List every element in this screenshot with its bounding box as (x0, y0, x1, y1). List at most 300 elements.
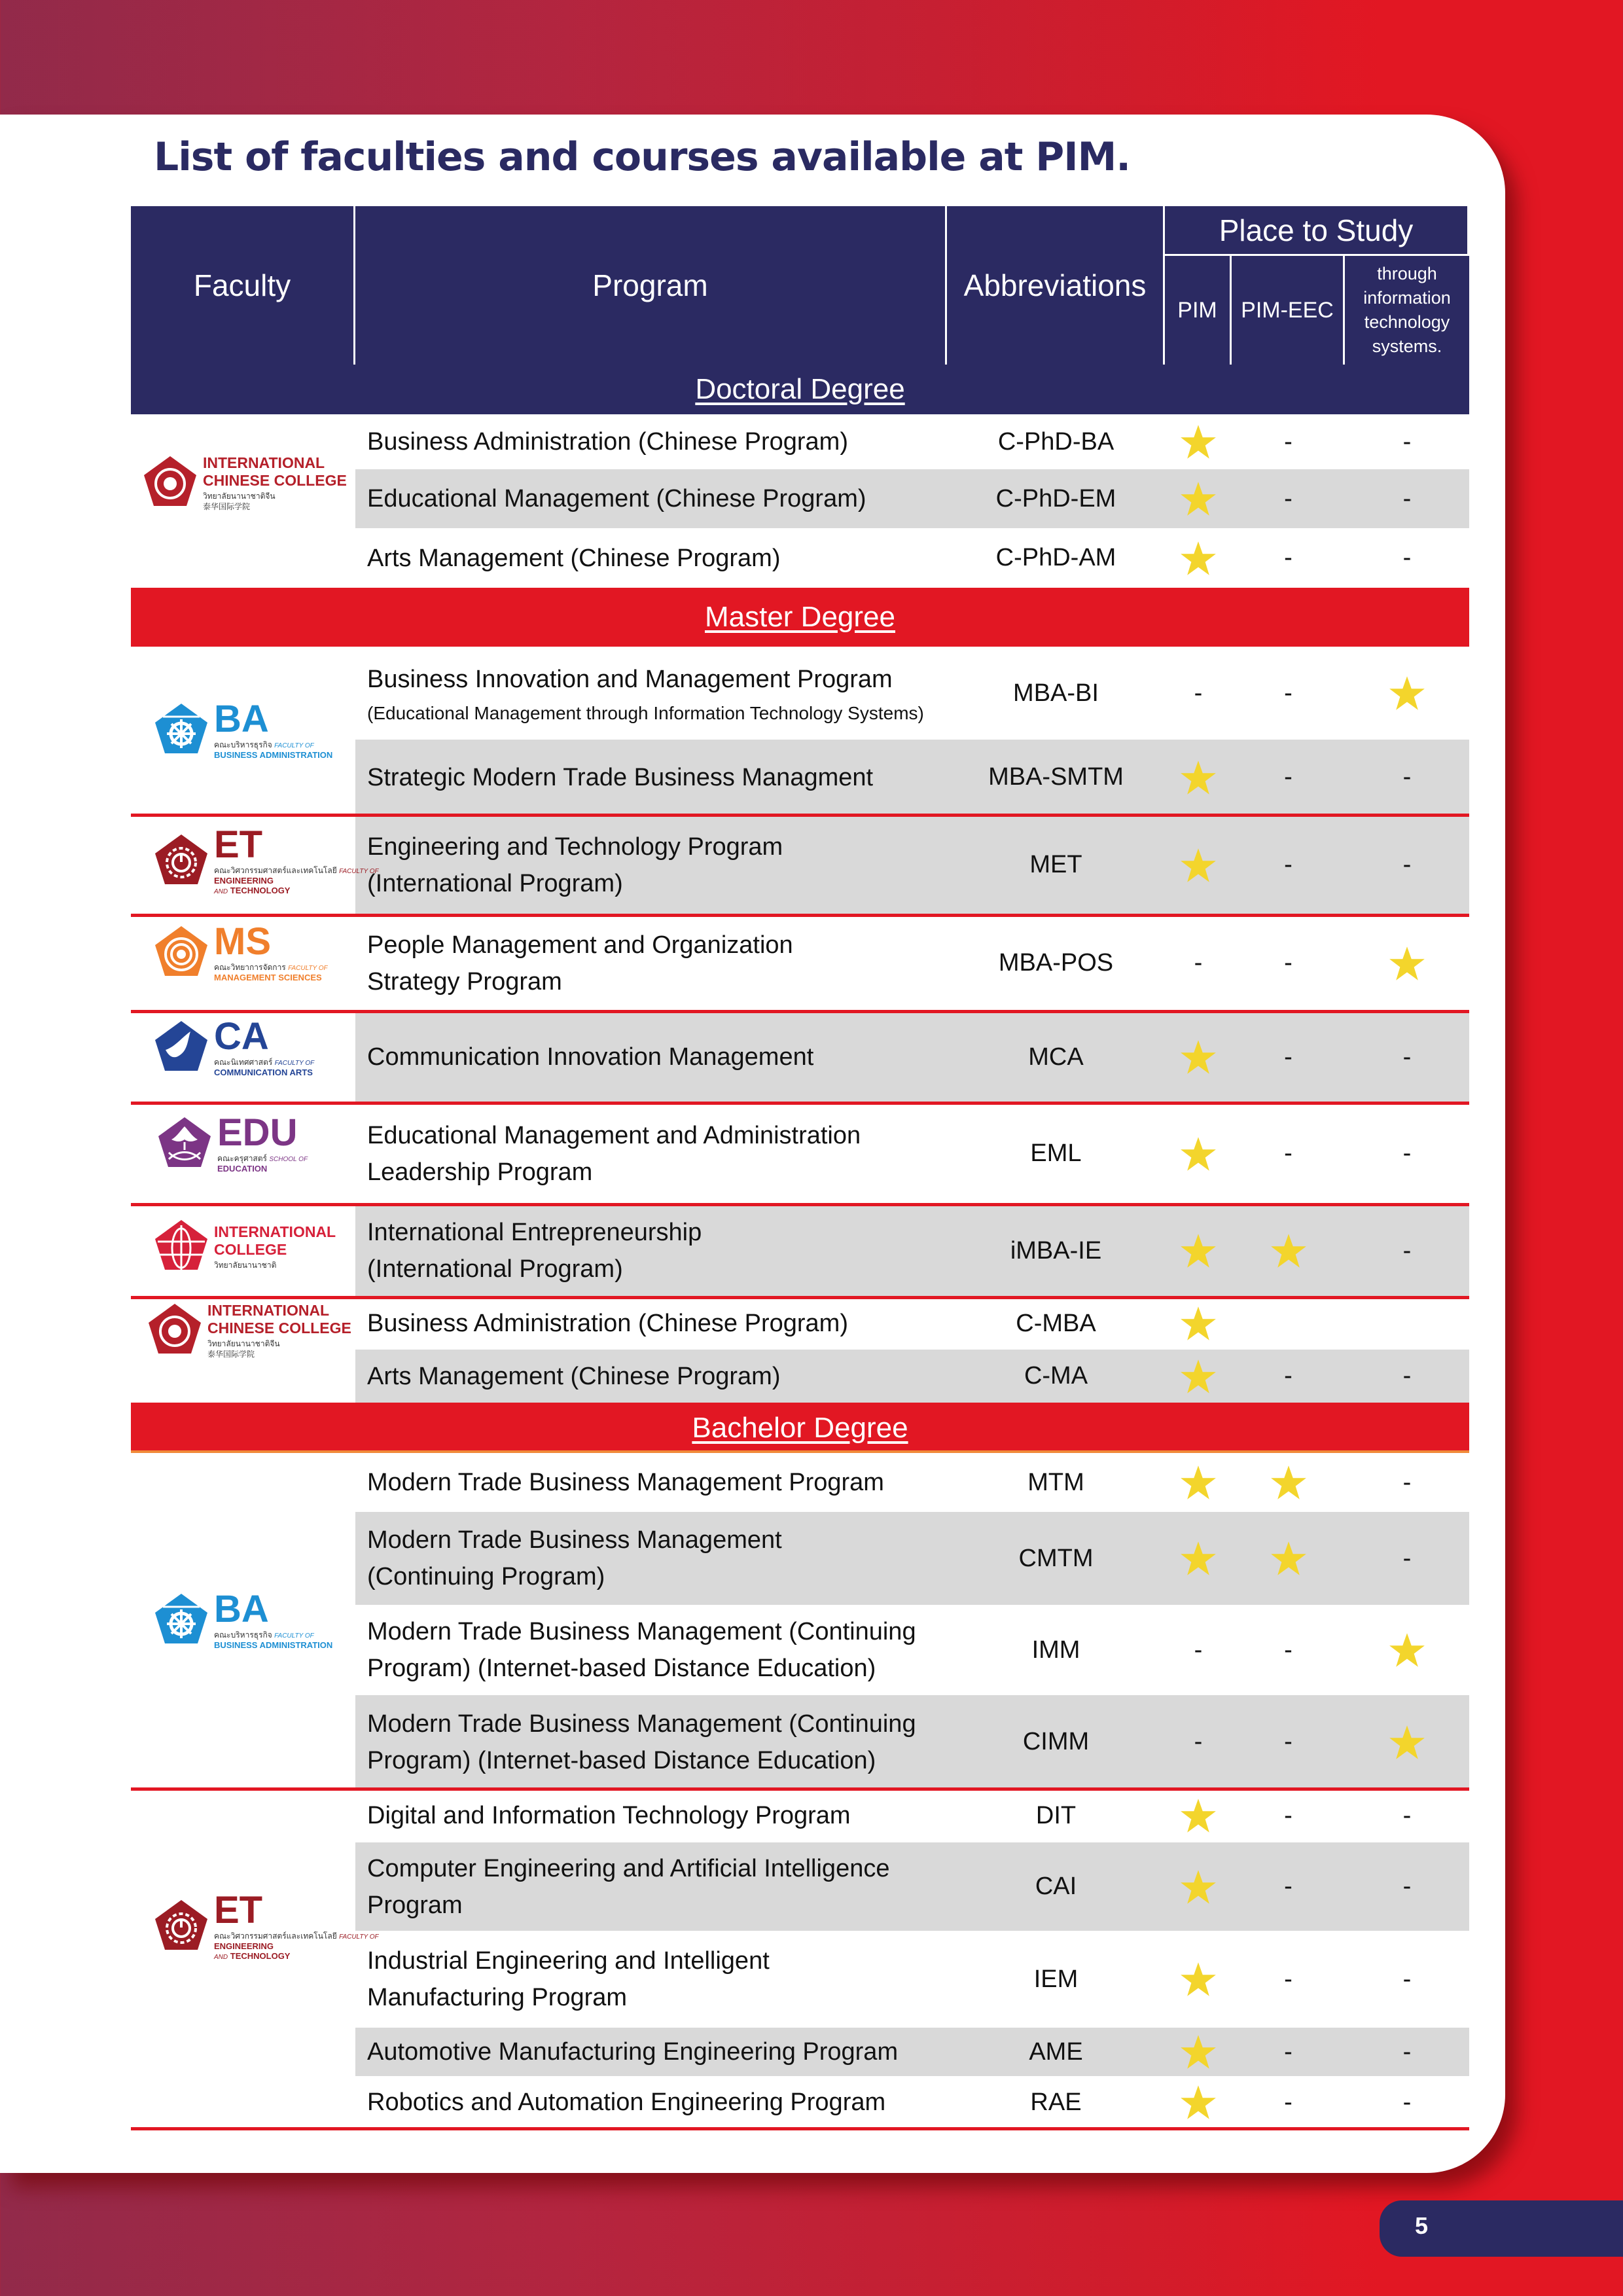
program-cell (355, 1039, 947, 1075)
place-it-cell (1345, 1931, 1469, 2028)
ba-emblem-icon (154, 702, 209, 758)
header-faculty: Faculty (131, 206, 355, 365)
program-name-line2: Leadership Program (367, 1158, 593, 1186)
place-eec-value: - (1284, 1362, 1293, 1390)
table-row (355, 528, 1469, 588)
place-it-cell (1345, 2076, 1469, 2128)
header-place-to-study: Place to Study (1165, 206, 1469, 255)
abbreviation-cell: IEM (1033, 1965, 1079, 1993)
place-pim-cell (1165, 1453, 1232, 1512)
table-row (355, 1350, 1469, 1403)
table-row (355, 1297, 1469, 1350)
place-pim-cell (1165, 1011, 1232, 1103)
place-pim-cell (1165, 1204, 1232, 1297)
logo-abbr: ET (214, 1889, 263, 1931)
star-icon (1180, 847, 1217, 884)
place-eec-cell (1232, 1695, 1345, 1789)
star-icon (1180, 1039, 1217, 1075)
place-eec-value: - (1284, 484, 1293, 512)
logo-chinese: 泰华国际学院 (207, 1349, 255, 1359)
abbreviation-cell: DIT (1035, 1801, 1077, 1829)
logo-and: AND (214, 1954, 228, 1961)
table-row (355, 915, 1469, 1011)
logo-faculty-of: FACULTY OF (274, 1060, 315, 1067)
logo-ca (154, 1015, 315, 1077)
ca-emblem-icon (154, 1020, 209, 1075)
abbreviation-cell: RAE (1030, 2088, 1082, 2116)
logo-faculty-of: FACULTY OF (274, 742, 314, 749)
star-icon (1180, 1540, 1217, 1577)
logo-faculty-name: COMMUNICATION ARTS (214, 1067, 313, 1077)
header-through-it: through information technology systems. (1345, 256, 1469, 365)
program-name: Engineering and Technology Program (367, 833, 783, 861)
place-pim-cell (1165, 1789, 1232, 1842)
program-cell (355, 480, 947, 517)
place-it-cell (1345, 1512, 1469, 1605)
place-eec-cell (1232, 1605, 1345, 1695)
place-it-cell (1345, 414, 1469, 469)
program-name-line2: Strategy Program (367, 967, 562, 996)
table-row (355, 1789, 1469, 1842)
star-icon (1180, 2034, 1217, 2070)
place-eec-cell (1232, 815, 1345, 915)
logo-thai: คณะวิศวกรรมศาสตร์และเทคโนโลยี (214, 1931, 337, 1941)
ic-emblem-icon (154, 1219, 209, 1274)
header-pim-eec: PIM-EEC (1232, 256, 1345, 365)
place-eec-value: - (1284, 679, 1293, 707)
page-title: List of faculties and courses available at PIM. (154, 134, 1131, 180)
place-it-cell (1345, 1011, 1469, 1103)
star-icon (1180, 1136, 1217, 1172)
place-eec-cell (1232, 1453, 1345, 1512)
place-eec-value: - (1284, 949, 1293, 977)
place-it-cell (1345, 1695, 1469, 1789)
faculty-divider (131, 814, 1469, 817)
program-cell (355, 661, 947, 725)
program-cell (355, 829, 947, 902)
place-eec-value: - (1284, 2088, 1293, 2116)
program-cell (355, 1117, 947, 1191)
star-icon (1180, 1961, 1217, 1998)
logo-faculty-name: MANAGEMENT SCIENCES (214, 973, 322, 982)
abbreviation-cell: C-MA (1024, 1362, 1088, 1390)
logo-thai: วิทยาลัยนานาชาติจีน (207, 1338, 280, 1348)
header-program: Program (355, 206, 947, 365)
program-name: Automotive Manufacturing Engineering Program (367, 2038, 899, 2066)
table-row (355, 647, 1469, 740)
place-it-value: - (1402, 2037, 1412, 2066)
header-abbreviations: Abbreviations (947, 206, 1165, 365)
place-pim-cell (1165, 815, 1232, 915)
place-it-cell (1345, 740, 1469, 815)
place-it-cell (1345, 1789, 1469, 1842)
star-icon (1389, 1632, 1425, 1668)
abbreviation-cell: MET (1029, 851, 1082, 878)
program-cell (355, 2084, 947, 2121)
table-row (355, 1103, 1469, 1204)
logo-faculty-name-2: TECHNOLOGY (230, 1951, 291, 1961)
section-header (131, 1403, 1469, 1453)
place-eec-value: - (1284, 1873, 1293, 1900)
program-cell (355, 1214, 947, 1287)
abbreviation-cell: MBA-BI (1013, 679, 1099, 707)
star-icon (1389, 675, 1425, 711)
place-eec-value: - (1284, 2037, 1293, 2066)
logo-faculty-name: BUSINESS ADMINISTRATION (214, 1640, 333, 1650)
place-eec-cell (1232, 1204, 1345, 1297)
program-name-line2: (International Program) (367, 1255, 623, 1283)
logo-thai: คณะนิเทศศาสตร์ (214, 1058, 273, 1067)
program-cell (355, 1797, 947, 1834)
place-eec-cell (1232, 414, 1345, 469)
abbreviation-cell: MBA-SMTM (988, 763, 1124, 791)
place-pim-cell (1165, 1297, 1232, 1350)
place-eec-value: - (1284, 1801, 1293, 1829)
place-it-value: - (1402, 763, 1412, 791)
logo-faculty-name: EDUCATION (217, 1164, 268, 1174)
logo-faculty-of: FACULTY OF (339, 868, 379, 875)
logo-et (154, 1889, 379, 1961)
place-pim-cell (1165, 1512, 1232, 1605)
place-eec-cell (1232, 2028, 1345, 2076)
star-icon (1389, 945, 1425, 982)
place-pim-cell (1165, 647, 1232, 740)
faculty-divider (131, 1010, 1469, 1013)
program-name: International Entrepreneurship (367, 1219, 702, 1246)
program-cell (355, 1464, 947, 1501)
logo-thai: วิทยาลัยนานาชาติจีน (203, 491, 276, 501)
logo-faculty-of: FACULTY OF (339, 1933, 379, 1941)
place-it-cell (1345, 1842, 1469, 1931)
place-it-value: - (1402, 1362, 1412, 1390)
program-name: People Management and Organization (367, 931, 793, 959)
place-it-value: - (1402, 1801, 1412, 1829)
table-row (355, 1605, 1469, 1695)
place-pim-cell (1165, 1931, 1232, 2028)
program-name-line2: Manufacturing Program (367, 1984, 628, 2011)
star-icon (1180, 1869, 1217, 1905)
program-name-line2: (Continuing Program) (367, 1563, 605, 1590)
abbreviation-cell: MTM (1027, 1468, 1084, 1496)
program-name-line2: Program (367, 1891, 463, 1919)
place-it-cell (1345, 815, 1469, 915)
place-it-cell (1345, 647, 1469, 740)
icc-emblem-icon (143, 455, 198, 511)
abbreviation-cell: CAI (1035, 1873, 1077, 1900)
star-icon (1180, 423, 1217, 460)
program-name: Modern Trade Business Management (367, 1526, 782, 1554)
place-pim-value: - (1194, 1636, 1203, 1664)
logo-line1: INTERNATIONAL (214, 1223, 336, 1240)
ba-emblem-icon (154, 1592, 209, 1648)
logo-faculty-of: FACULTY OF (288, 965, 328, 972)
logo-thai: คณะบริหารธุรกิจ (214, 740, 272, 749)
place-pim-cell (1165, 915, 1232, 1011)
section-header (131, 365, 1469, 414)
table-row (355, 414, 1469, 469)
place-it-cell (1345, 469, 1469, 528)
program-name: Communication Innovation Management (367, 1043, 814, 1071)
place-it-cell (1345, 915, 1469, 1011)
place-it-value: - (1402, 484, 1412, 512)
place-eec-cell (1232, 915, 1345, 1011)
place-eec-value: - (1284, 763, 1293, 791)
abbreviation-cell: C-PhD-AM (995, 544, 1116, 571)
place-pim-cell (1165, 414, 1232, 469)
icc-emblem-icon (147, 1302, 202, 1358)
table-row (355, 1512, 1469, 1605)
program-name: Educational Management (Chinese Program) (367, 485, 866, 512)
place-eec-cell (1232, 1103, 1345, 1204)
abbreviation-cell: CMTM (1018, 1544, 1094, 1572)
place-eec-cell (1232, 1842, 1345, 1931)
program-cell (355, 1522, 947, 1595)
table-row (355, 2028, 1469, 2076)
logo-icc (143, 455, 347, 511)
place-eec-cell (1232, 740, 1345, 815)
logo-abbr: BA (214, 1588, 269, 1630)
place-pim-cell (1165, 2028, 1232, 2076)
header-pim: PIM (1165, 256, 1232, 365)
program-name-line2: Program) (Internet-based Distance Education) (367, 1655, 876, 1682)
logo-faculty-name: ENGINEERING (214, 876, 274, 886)
place-pim-cell (1165, 1103, 1232, 1204)
logo-faculty-of: SCHOOL OF (269, 1156, 308, 1163)
table-row (355, 1453, 1469, 1512)
abbreviation-cell: C-PhD-BA (997, 427, 1115, 456)
star-icon (1180, 2084, 1217, 2121)
ms-emblem-icon (154, 925, 209, 980)
place-eec-value: - (1284, 1965, 1293, 1993)
program-name: Modern Trade Business Management (Continuing (367, 1710, 916, 1738)
program-name-line2: (International Program) (367, 869, 623, 897)
program-name: Business Innovation and Management Program (367, 666, 893, 693)
place-it-value: - (1402, 1468, 1412, 1496)
et-emblem-icon (154, 833, 209, 889)
program-cell (355, 1706, 947, 1779)
place-it-value: - (1402, 2088, 1412, 2116)
place-pim-cell (1165, 528, 1232, 588)
place-eec-cell (1232, 2076, 1345, 2128)
place-it-cell (1345, 1297, 1469, 1350)
logo-thai: คณะครุศาสตร์ (217, 1154, 267, 1163)
section-label: Doctoral Degree (695, 373, 905, 405)
place-eec-cell (1232, 1931, 1345, 2028)
table-row (355, 469, 1469, 528)
program-name: Robotics and Automation Engineering Program (367, 2089, 886, 2116)
program-name: Computer Engineering and Artificial Intelligence (367, 1854, 890, 1882)
logo-ms (154, 920, 328, 982)
place-eec-cell (1232, 469, 1345, 528)
place-pim-cell (1165, 2076, 1232, 2128)
logo-ic (154, 1219, 336, 1274)
abbreviation-cell: iMBA-IE (1010, 1236, 1102, 1265)
star-icon (1180, 1305, 1217, 1342)
program-cell (355, 540, 947, 577)
table-row (355, 2076, 1469, 2128)
logo-line2: CHINESE COLLEGE (203, 471, 347, 489)
logo-line2: CHINESE COLLEGE (207, 1319, 351, 1336)
place-pim-cell (1165, 1842, 1232, 1931)
place-it-cell (1345, 1103, 1469, 1204)
logo-thai: คณะบริหารธุรกิจ (214, 1630, 272, 1640)
table-row (355, 1204, 1469, 1297)
star-icon (1270, 1232, 1307, 1269)
logo-chinese: 泰华国际学院 (203, 501, 251, 511)
program-name: Arts Management (Chinese Program) (367, 1362, 781, 1390)
logo-abbr: CA (214, 1015, 269, 1058)
star-icon (1389, 1724, 1425, 1761)
logo-ba (154, 700, 332, 759)
star-icon (1180, 480, 1217, 517)
program-name: Strategic Modern Trade Business Managment (367, 763, 874, 791)
place-pim-cell (1165, 740, 1232, 815)
program-cell (355, 1943, 947, 2016)
abbreviation-cell: MBA-POS (998, 949, 1114, 977)
program-name: Modern Trade Business Management (Continuing (367, 1618, 916, 1645)
logo-faculty-of: FACULTY OF (274, 1632, 314, 1640)
star-icon (1180, 540, 1217, 577)
star-icon (1270, 1540, 1307, 1577)
table-row (355, 1931, 1469, 2028)
program-cell (355, 1613, 947, 1687)
program-cell (355, 927, 947, 1000)
logo-abbr: EDU (217, 1111, 298, 1154)
program-name: Business Administration (Chinese Program) (367, 1310, 848, 1337)
place-it-cell (1345, 1605, 1469, 1695)
star-icon (1180, 1358, 1217, 1395)
place-it-cell (1345, 1350, 1469, 1403)
place-eec-cell (1232, 1512, 1345, 1605)
place-eec-cell (1232, 1789, 1345, 1842)
table-row (355, 1842, 1469, 1931)
logo-ba (154, 1590, 332, 1649)
place-eec-cell (1232, 647, 1345, 740)
table-row (355, 1695, 1469, 1789)
abbreviation-cell: AME (1029, 2037, 1083, 2066)
abbreviation-cell: EML (1030, 1139, 1082, 1167)
place-eec-value: - (1284, 1728, 1293, 1755)
abbreviation-cell: C-PhD-EM (995, 484, 1116, 512)
edu-emblem-icon (157, 1116, 212, 1172)
star-icon (1180, 759, 1217, 796)
place-it-value: - (1402, 1965, 1412, 1993)
place-it-cell (1345, 528, 1469, 588)
program-name-line2: Program) (Internet-based Distance Education) (367, 1746, 876, 1774)
logo-faculty-name: BUSINESS ADMINISTRATION (214, 750, 333, 760)
program-name: Educational Management and Administration (367, 1121, 861, 1149)
program-name: Digital and Information Technology Program (367, 1802, 851, 1829)
place-it-cell (1345, 1453, 1469, 1512)
logo-edu (157, 1111, 308, 1174)
place-pim-cell (1165, 469, 1232, 528)
logo-abbr: ET (214, 823, 263, 866)
faculty-divider (131, 914, 1469, 917)
place-pim-cell (1165, 1695, 1232, 1789)
faculty-divider (131, 1787, 1469, 1791)
place-eec-cell (1232, 1011, 1345, 1103)
program-name: Industrial Engineering and Intelligent (367, 1947, 770, 1975)
table-row (355, 815, 1469, 915)
program-cell (355, 1305, 947, 1342)
place-eec-cell (1232, 1350, 1345, 1403)
place-eec-value: - (1284, 851, 1293, 878)
table-row (355, 740, 1469, 815)
place-eec-value: - (1284, 1139, 1293, 1167)
table-row (355, 1011, 1469, 1103)
program-name: Arts Management (Chinese Program) (367, 544, 781, 572)
star-icon (1180, 1797, 1217, 1834)
logo-et (154, 823, 379, 895)
place-it-value: - (1402, 1544, 1412, 1572)
place-eec-value: - (1284, 544, 1293, 571)
place-it-value: - (1402, 427, 1412, 456)
logo-icc (147, 1302, 351, 1358)
place-it-value: - (1402, 1236, 1412, 1265)
abbreviation-cell: MCA (1028, 1043, 1084, 1071)
program-cell (355, 2034, 947, 2070)
section-label: Master Degree (704, 601, 895, 633)
logo-thai: วิทยาลัยนานาชาติ (214, 1260, 277, 1270)
place-it-cell (1345, 2028, 1469, 2076)
section-label: Bachelor Degree (692, 1411, 908, 1444)
page-number: 5 (1415, 2212, 1429, 2239)
program-cell (355, 1850, 947, 1924)
star-icon (1180, 1232, 1217, 1269)
place-it-value: - (1402, 851, 1412, 878)
faculty-divider (131, 2127, 1469, 2130)
place-eec-cell (1232, 528, 1345, 588)
logo-line1: INTERNATIONAL (207, 1301, 330, 1319)
abbreviation-cell: C-MBA (1016, 1309, 1096, 1337)
place-pim-cell (1165, 1350, 1232, 1403)
place-pim-value: - (1194, 1728, 1203, 1755)
logo-thai: คณะวิทยาการจัดการ (214, 963, 286, 972)
program-name: Business Administration (Chinese Program) (367, 428, 848, 456)
place-it-cell (1345, 1204, 1469, 1297)
logo-and: AND (214, 888, 228, 895)
place-it-value: - (1402, 544, 1412, 571)
place-eec-value: - (1284, 1636, 1293, 1664)
logo-abbr: BA (214, 698, 269, 740)
place-it-value: - (1402, 1043, 1412, 1071)
place-eec-cell (1232, 1297, 1345, 1350)
place-eec-value: - (1284, 427, 1293, 456)
et-emblem-icon (154, 1899, 209, 1954)
section-header (131, 588, 1469, 647)
place-it-value: - (1402, 1873, 1412, 1900)
place-it-value: - (1402, 1139, 1412, 1167)
logo-abbr: MS (214, 920, 271, 963)
program-name: Modern Trade Business Management Program (367, 1469, 884, 1496)
faculty-divider (131, 1102, 1469, 1105)
abbreviation-cell: IMM (1031, 1636, 1080, 1664)
faculty-divider (131, 1296, 1469, 1299)
logo-line2: COLLEGE (214, 1240, 287, 1258)
place-eec-value: - (1284, 1043, 1293, 1071)
place-pim-value: - (1194, 679, 1203, 707)
logo-faculty-name: ENGINEERING (214, 1941, 274, 1951)
star-icon (1270, 1464, 1307, 1501)
program-cell (355, 423, 947, 460)
program-cell (355, 1358, 947, 1395)
faculty-divider (131, 1203, 1469, 1206)
program-subtitle: (Educational Management through Information Technology Systems) (367, 703, 924, 723)
logo-faculty-name-2: TECHNOLOGY (230, 886, 291, 895)
logo-thai: คณะวิศวกรรมศาสตร์และเทคโนโลยี (214, 866, 337, 875)
star-icon (1180, 1464, 1217, 1501)
logo-line1: INTERNATIONAL (203, 454, 325, 471)
